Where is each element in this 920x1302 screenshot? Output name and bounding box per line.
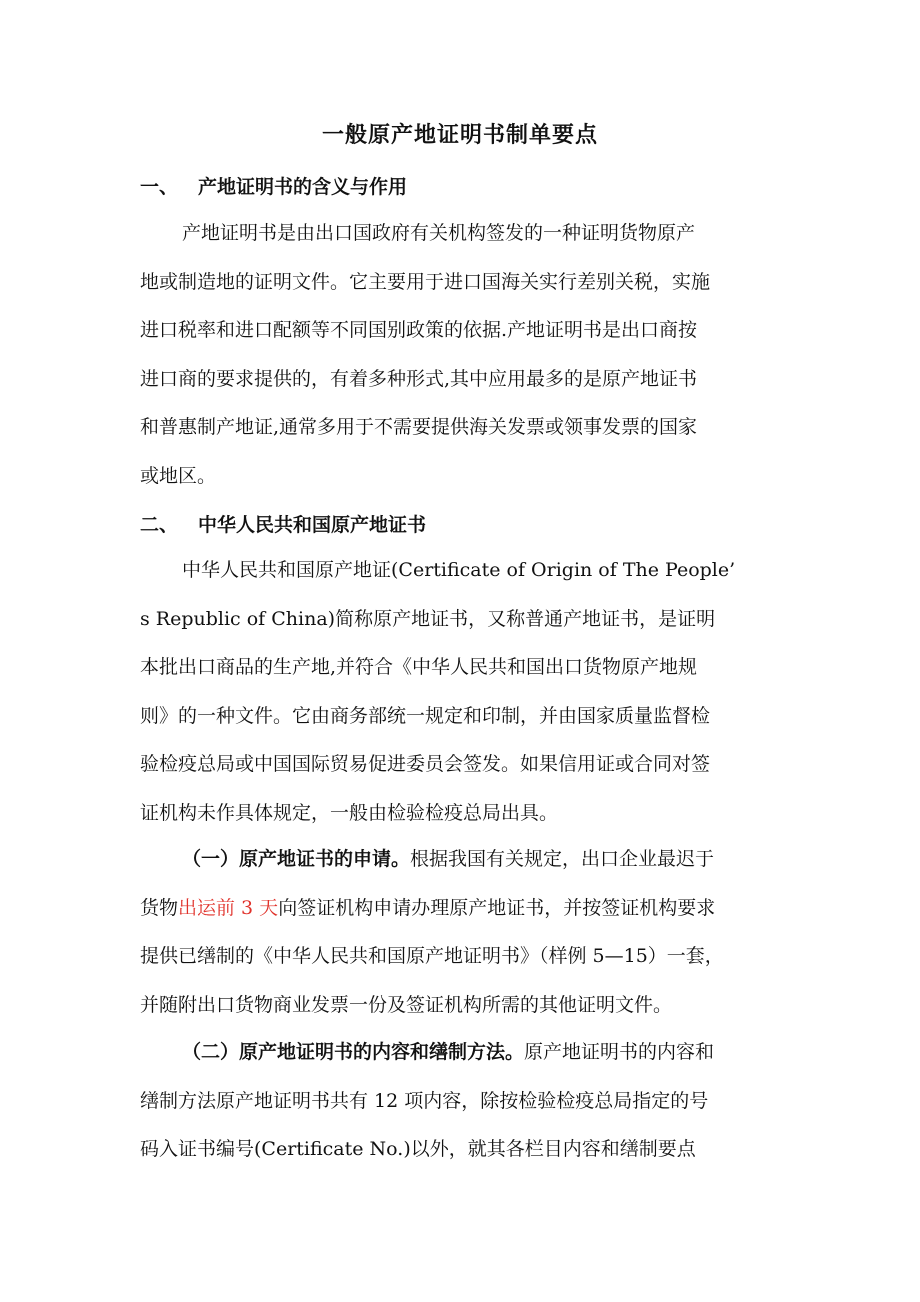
paragraph-text: 原产地证明书的内容和 [524,1041,715,1063]
paragraph-line: 则》的一种文件。它由商务部统一规定和印制，并由国家质量监督检 [140,704,711,727]
paragraph-text: 向签证机构申请办理原产地证书，并按签证机构要求 [278,896,716,919]
section-2-intro-paragraph [140,546,785,837]
paragraph-line: 验检疫总局或中国国际贸易促进委员会签发。如果信用证或合同对签 [140,753,711,775]
paragraph-line: 产地证明书是由出口国政府有关机构签发的一种证明货物原产 [182,222,696,244]
section-1-title: 产地证明书的含义与作用 [198,176,408,198]
paragraph-text: 货物 [140,896,179,919]
paragraph-line: 并随附出口货物商业发票一份及签证机构所需的其他证明文件。 [140,993,673,1016]
section-1-heading [140,172,407,199]
paragraph-line: s Republic of China)简称原产地证书，又称普通产地证书，是证明 [140,607,716,630]
paragraph-line: 进口税率和进口配额等不同国别政策的依据.产地证明书是出口商按 [140,319,698,341]
paragraph-line [140,835,785,884]
section-1-paragraph [140,209,785,500]
highlighted-deadline: 出运前 3 天 [178,896,279,919]
section-2-number: 二、 [140,514,179,536]
paragraph-line: 证机构未作具体规定，一般由检验检疫总局出具。 [140,801,559,824]
paragraph-line: 进口商的要求提供的，有着多种形式,其中应用最多的是原产地证书 [140,367,698,390]
section-1-number: 一、 [140,176,179,198]
paragraph-line: 码入证书编号(Certificate No.)以外，就其各栏目内容和缮制要点 [140,1138,696,1160]
subsection-1-lead: （一）原产地证书的申请。 [182,848,411,870]
paragraph-line [140,884,785,933]
subsection-2-lead: （二）原产地证明书的内容和缮制方法。 [182,1041,525,1063]
document-title: 一般原产地证明书制单要点 [321,123,598,148]
subsection-1-paragraph [140,835,785,1029]
subsection-2-paragraph [140,1028,785,1174]
paragraph-line: 地或制造地的证明文件。它主要用于进口国海关实行差别关税，实施 [140,270,711,293]
paragraph-line: 本批出口商品的生产地,并符合《中华人民共和国出口货物原产地规 [140,656,698,678]
paragraph-line [140,1028,785,1077]
paragraph-text: 根据我国有关规定，出口企业最迟于 [410,848,715,870]
section-2-heading [140,510,426,537]
paragraph-line: 和普惠制产地证,通常多用于不需要提供海关发票或领事发票的国家 [140,416,698,438]
section-2-title: 中华人民共和国原产地证书 [198,514,427,536]
paragraph-line: 中华人民共和国原产地证(Certificate of Origin of The People’ [182,559,736,581]
paragraph-line: 或地区。 [140,464,217,487]
paragraph-line: 提供已缮制的《中华人民共和国原产地证明书》（样例 5—15）一套， [140,945,724,967]
paragraph-line: 缮制方法原产地证明书共有 12 项内容，除按检验检疫总局指定的号 [140,1089,709,1112]
